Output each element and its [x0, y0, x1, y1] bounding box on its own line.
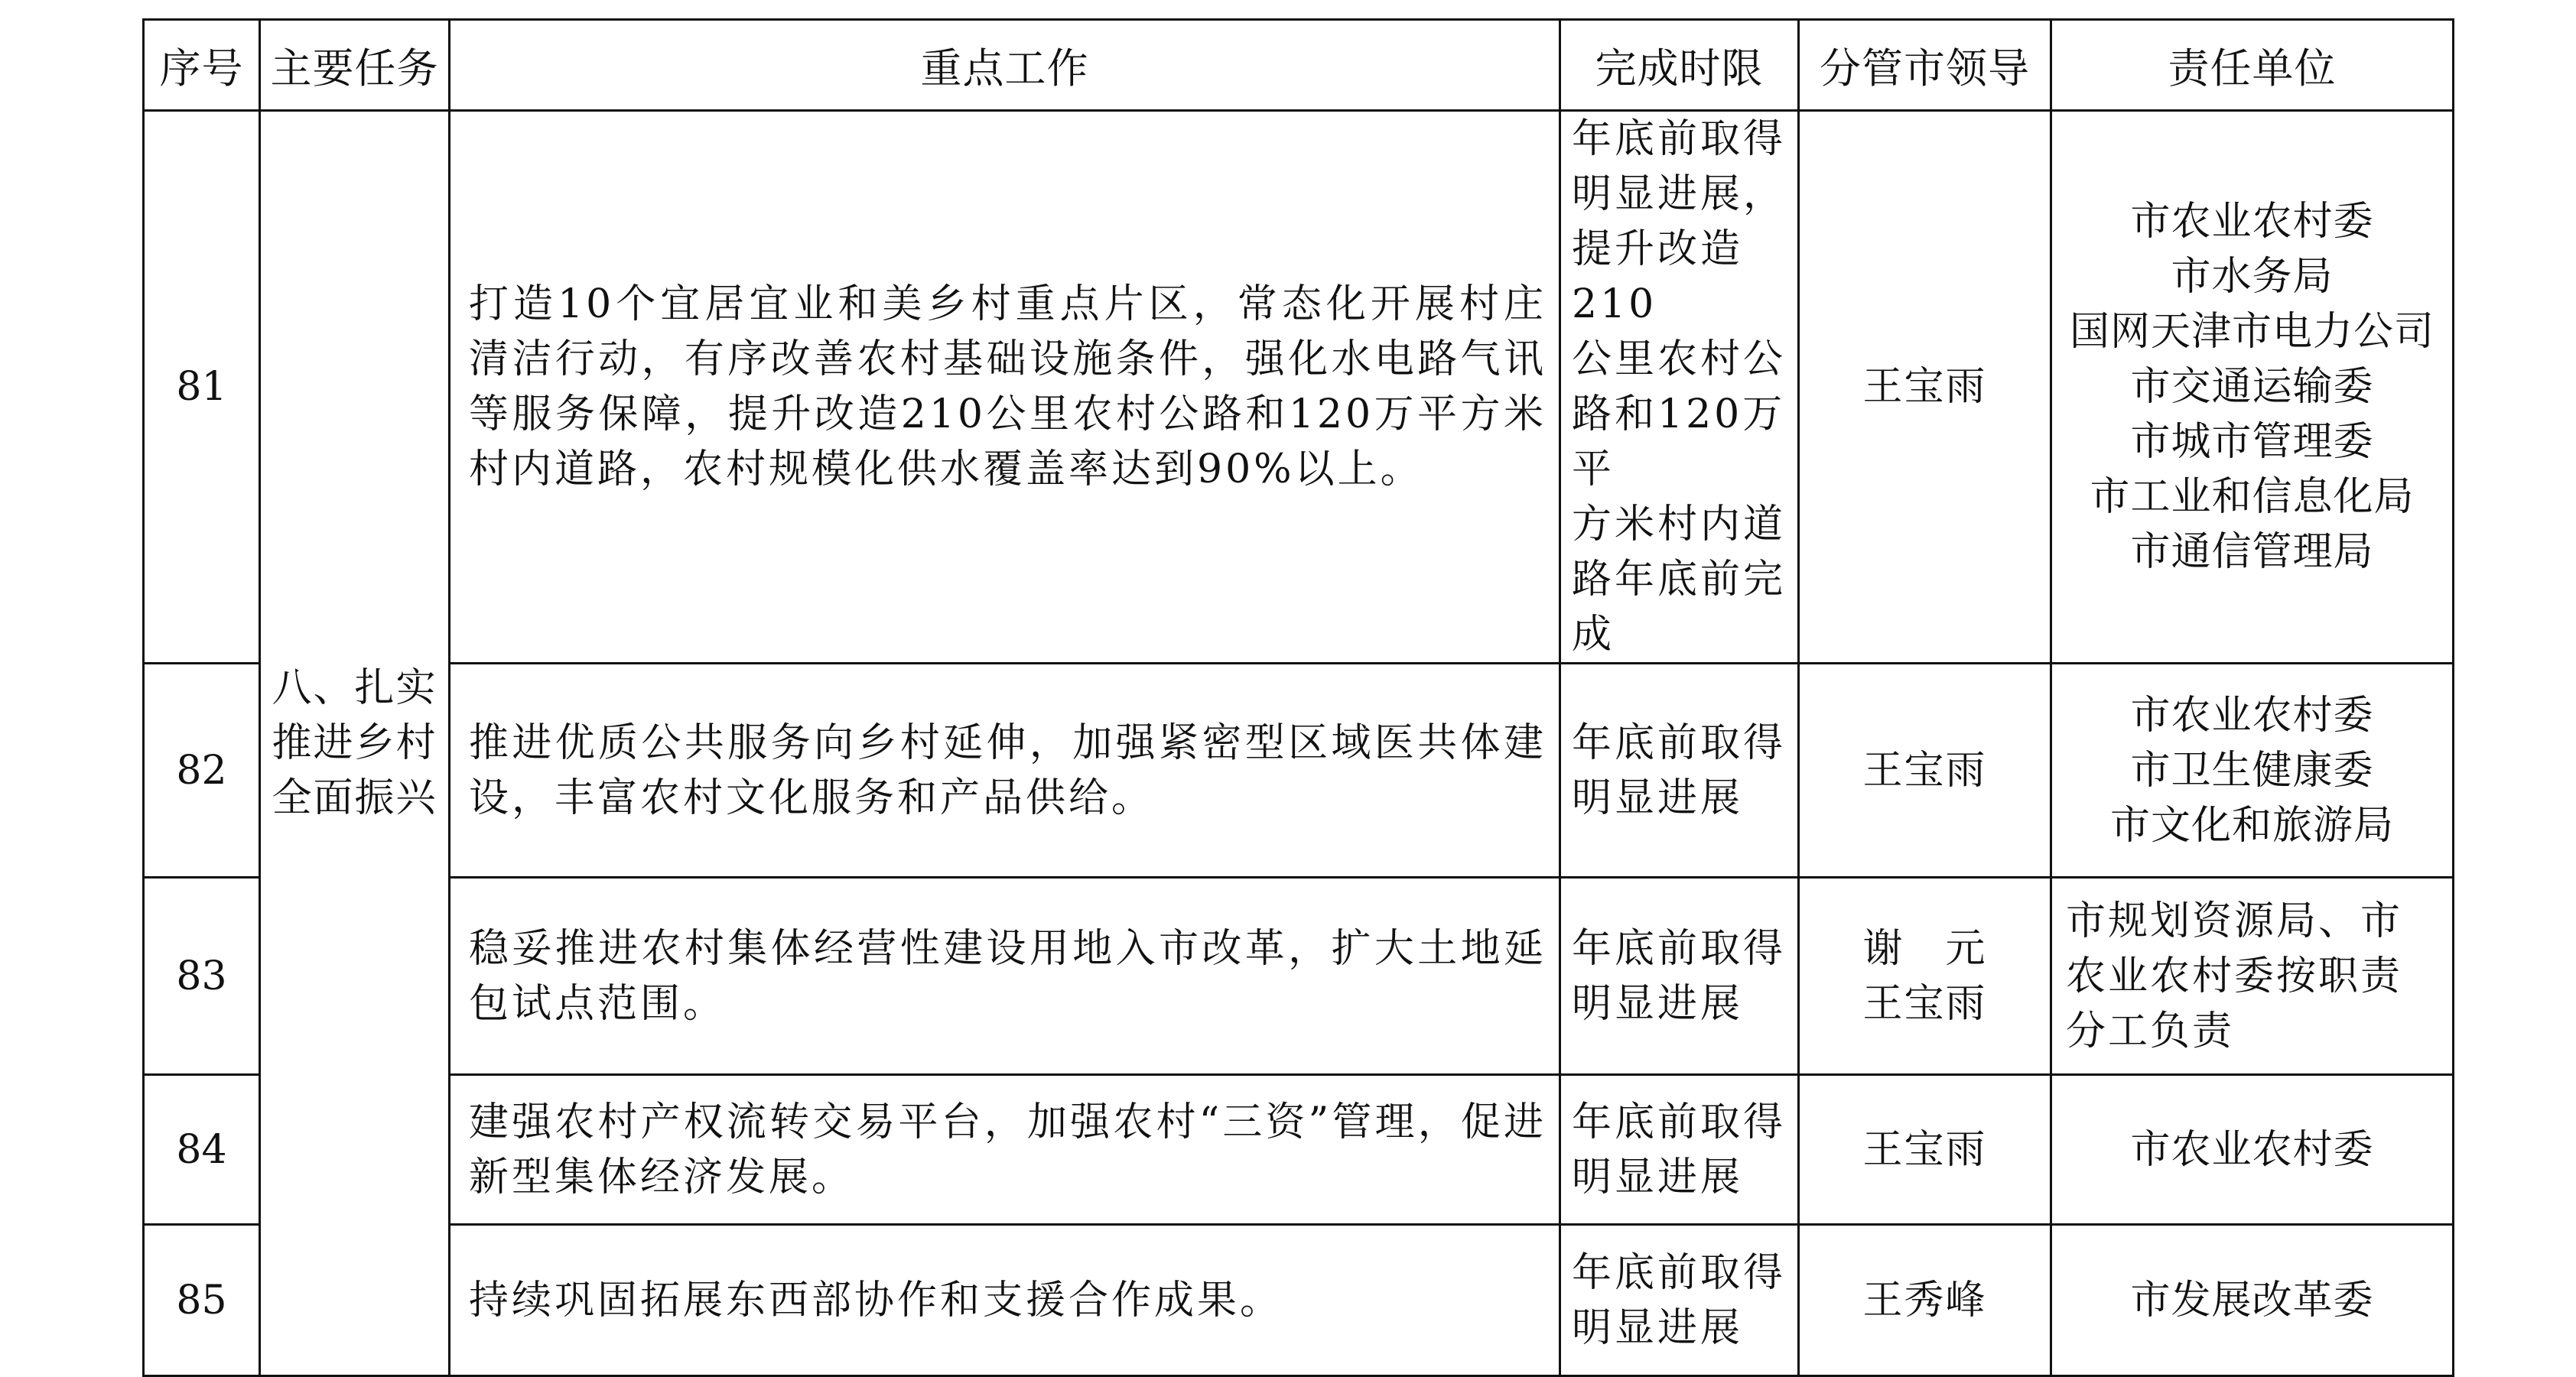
leader-cell	[1799, 1075, 2051, 1225]
main-task-cell	[260, 111, 450, 1376]
deadline-line: 年底前取得	[1572, 719, 1787, 766]
header-seq: 序号	[144, 20, 260, 111]
units-cell	[2051, 1075, 2454, 1225]
main-task-line: 八、扎实	[272, 665, 437, 711]
task-table	[142, 18, 2454, 1377]
table-row	[144, 664, 2454, 878]
table-row	[144, 111, 2454, 664]
seq-cell: 84	[144, 1075, 260, 1225]
deadline-line: 明显进展	[1572, 1154, 1744, 1200]
units-cell	[2051, 664, 2454, 878]
work-cell: 打造10个宜居宜业和美乡村重点片区，常态化开展村庄清洁行动，有序改善农村基础设施条件，强化水电路气讯等服务保障，提升改造210公里农村公路和120万平方米村内道路，农村规模化供水覆盖率达到90%以上。	[450, 111, 1560, 664]
unit-name: 分工负责	[2066, 1008, 2235, 1054]
deadline-cell	[1560, 111, 1799, 664]
leader-name: 谢 元	[1862, 925, 1987, 972]
deadline-line: 明显进展	[1572, 980, 1744, 1027]
header-leader: 分管市领导	[1799, 20, 2051, 111]
units-cell	[2051, 1225, 2454, 1376]
deadline-line: 公里农村公	[1572, 336, 1787, 382]
unit-name: 市发展改革委	[2130, 1277, 2374, 1323]
seq-cell: 85	[144, 1225, 260, 1376]
deadline-line: 明显进展	[1572, 775, 1744, 821]
deadline-cell	[1560, 1075, 1799, 1225]
work-cell: 持续巩固拓展东西部协作和支援合作成果。	[450, 1225, 1560, 1376]
table-row	[144, 878, 2454, 1075]
unit-name: 市农业农村委	[2130, 199, 2374, 245]
header-task: 主要任务	[260, 20, 450, 111]
header-work: 重点工作	[450, 20, 1560, 111]
unit-name: 农业农村委按职责	[2066, 953, 2403, 999]
leader-cell	[1799, 664, 2051, 878]
header-deadline: 完成时限	[1560, 20, 1799, 111]
unit-name: 市农业农村委	[2130, 692, 2374, 739]
deadline-line: 路和120万平	[1572, 391, 1786, 492]
deadline-cell	[1560, 878, 1799, 1075]
main-task-line: 推进乡村	[272, 720, 437, 766]
leader-cell	[1799, 1225, 2051, 1376]
leader-name: 王宝雨	[1862, 364, 1987, 410]
unit-name: 市卫生健康委	[2130, 747, 2374, 794]
work-cell: 稳妥推进农村集体经营性建设用地入市改革，扩大土地延包试点范围。	[450, 878, 1560, 1075]
unit-name: 市工业和信息化局	[2090, 474, 2415, 520]
leader-cell	[1799, 878, 2051, 1075]
leader-name: 王宝雨	[1862, 1126, 1987, 1173]
seq-cell: 81	[144, 111, 260, 664]
deadline-line: 年底前取得	[1572, 925, 1787, 972]
deadline-cell	[1560, 664, 1799, 878]
main-task-line: 全面振兴	[272, 775, 437, 821]
unit-name: 市农业农村委	[2130, 1126, 2374, 1173]
unit-name: 市城市管理委	[2130, 419, 2374, 465]
deadline-line: 方米村内道	[1572, 502, 1787, 547]
deadline-line: 路年底前完	[1572, 557, 1787, 602]
units-cell	[2051, 878, 2454, 1075]
deadline-line: 明显进展	[1572, 1304, 1744, 1351]
deadline-cell	[1560, 1225, 1799, 1376]
leader-name: 王宝雨	[1862, 980, 1987, 1027]
table-row	[144, 1075, 2454, 1225]
header-units: 责任单位	[2051, 20, 2454, 111]
leader-name: 王宝雨	[1862, 747, 1987, 794]
unit-name: 国网天津市电力公司	[2069, 309, 2435, 355]
unit-name: 市通信管理局	[2130, 529, 2374, 575]
unit-name: 市水务局	[2171, 254, 2334, 300]
leader-cell	[1799, 111, 2051, 664]
deadline-line: 年底前取得	[1572, 1099, 1787, 1145]
seq-cell: 82	[144, 664, 260, 878]
unit-name: 市交通运输委	[2130, 364, 2374, 410]
units-cell	[2051, 111, 2454, 664]
work-cell: 建强农村产权流转交易平台，加强农村“三资”管理，促进新型集体经济发展。	[450, 1075, 1560, 1225]
header-row	[144, 20, 2454, 111]
leader-name: 王秀峰	[1862, 1277, 1987, 1323]
deadline-line: 年底前取得	[1572, 1249, 1787, 1296]
unit-name: 市文化和旅游局	[2109, 802, 2394, 849]
deadline-line: 提升改造210	[1572, 226, 1744, 327]
deadline-line: 年底前取得	[1572, 116, 1787, 162]
work-cell: 推进优质公共服务向乡村延伸，加强紧密型区域医共体建设，丰富农村文化服务和产品供给。	[450, 664, 1560, 878]
seq-cell: 83	[144, 878, 260, 1075]
deadline-line: 成	[1572, 612, 1615, 658]
table-row	[144, 1225, 2454, 1376]
deadline-line: 明显进展，	[1572, 171, 1787, 217]
unit-name: 市规划资源局、市	[2066, 898, 2403, 944]
